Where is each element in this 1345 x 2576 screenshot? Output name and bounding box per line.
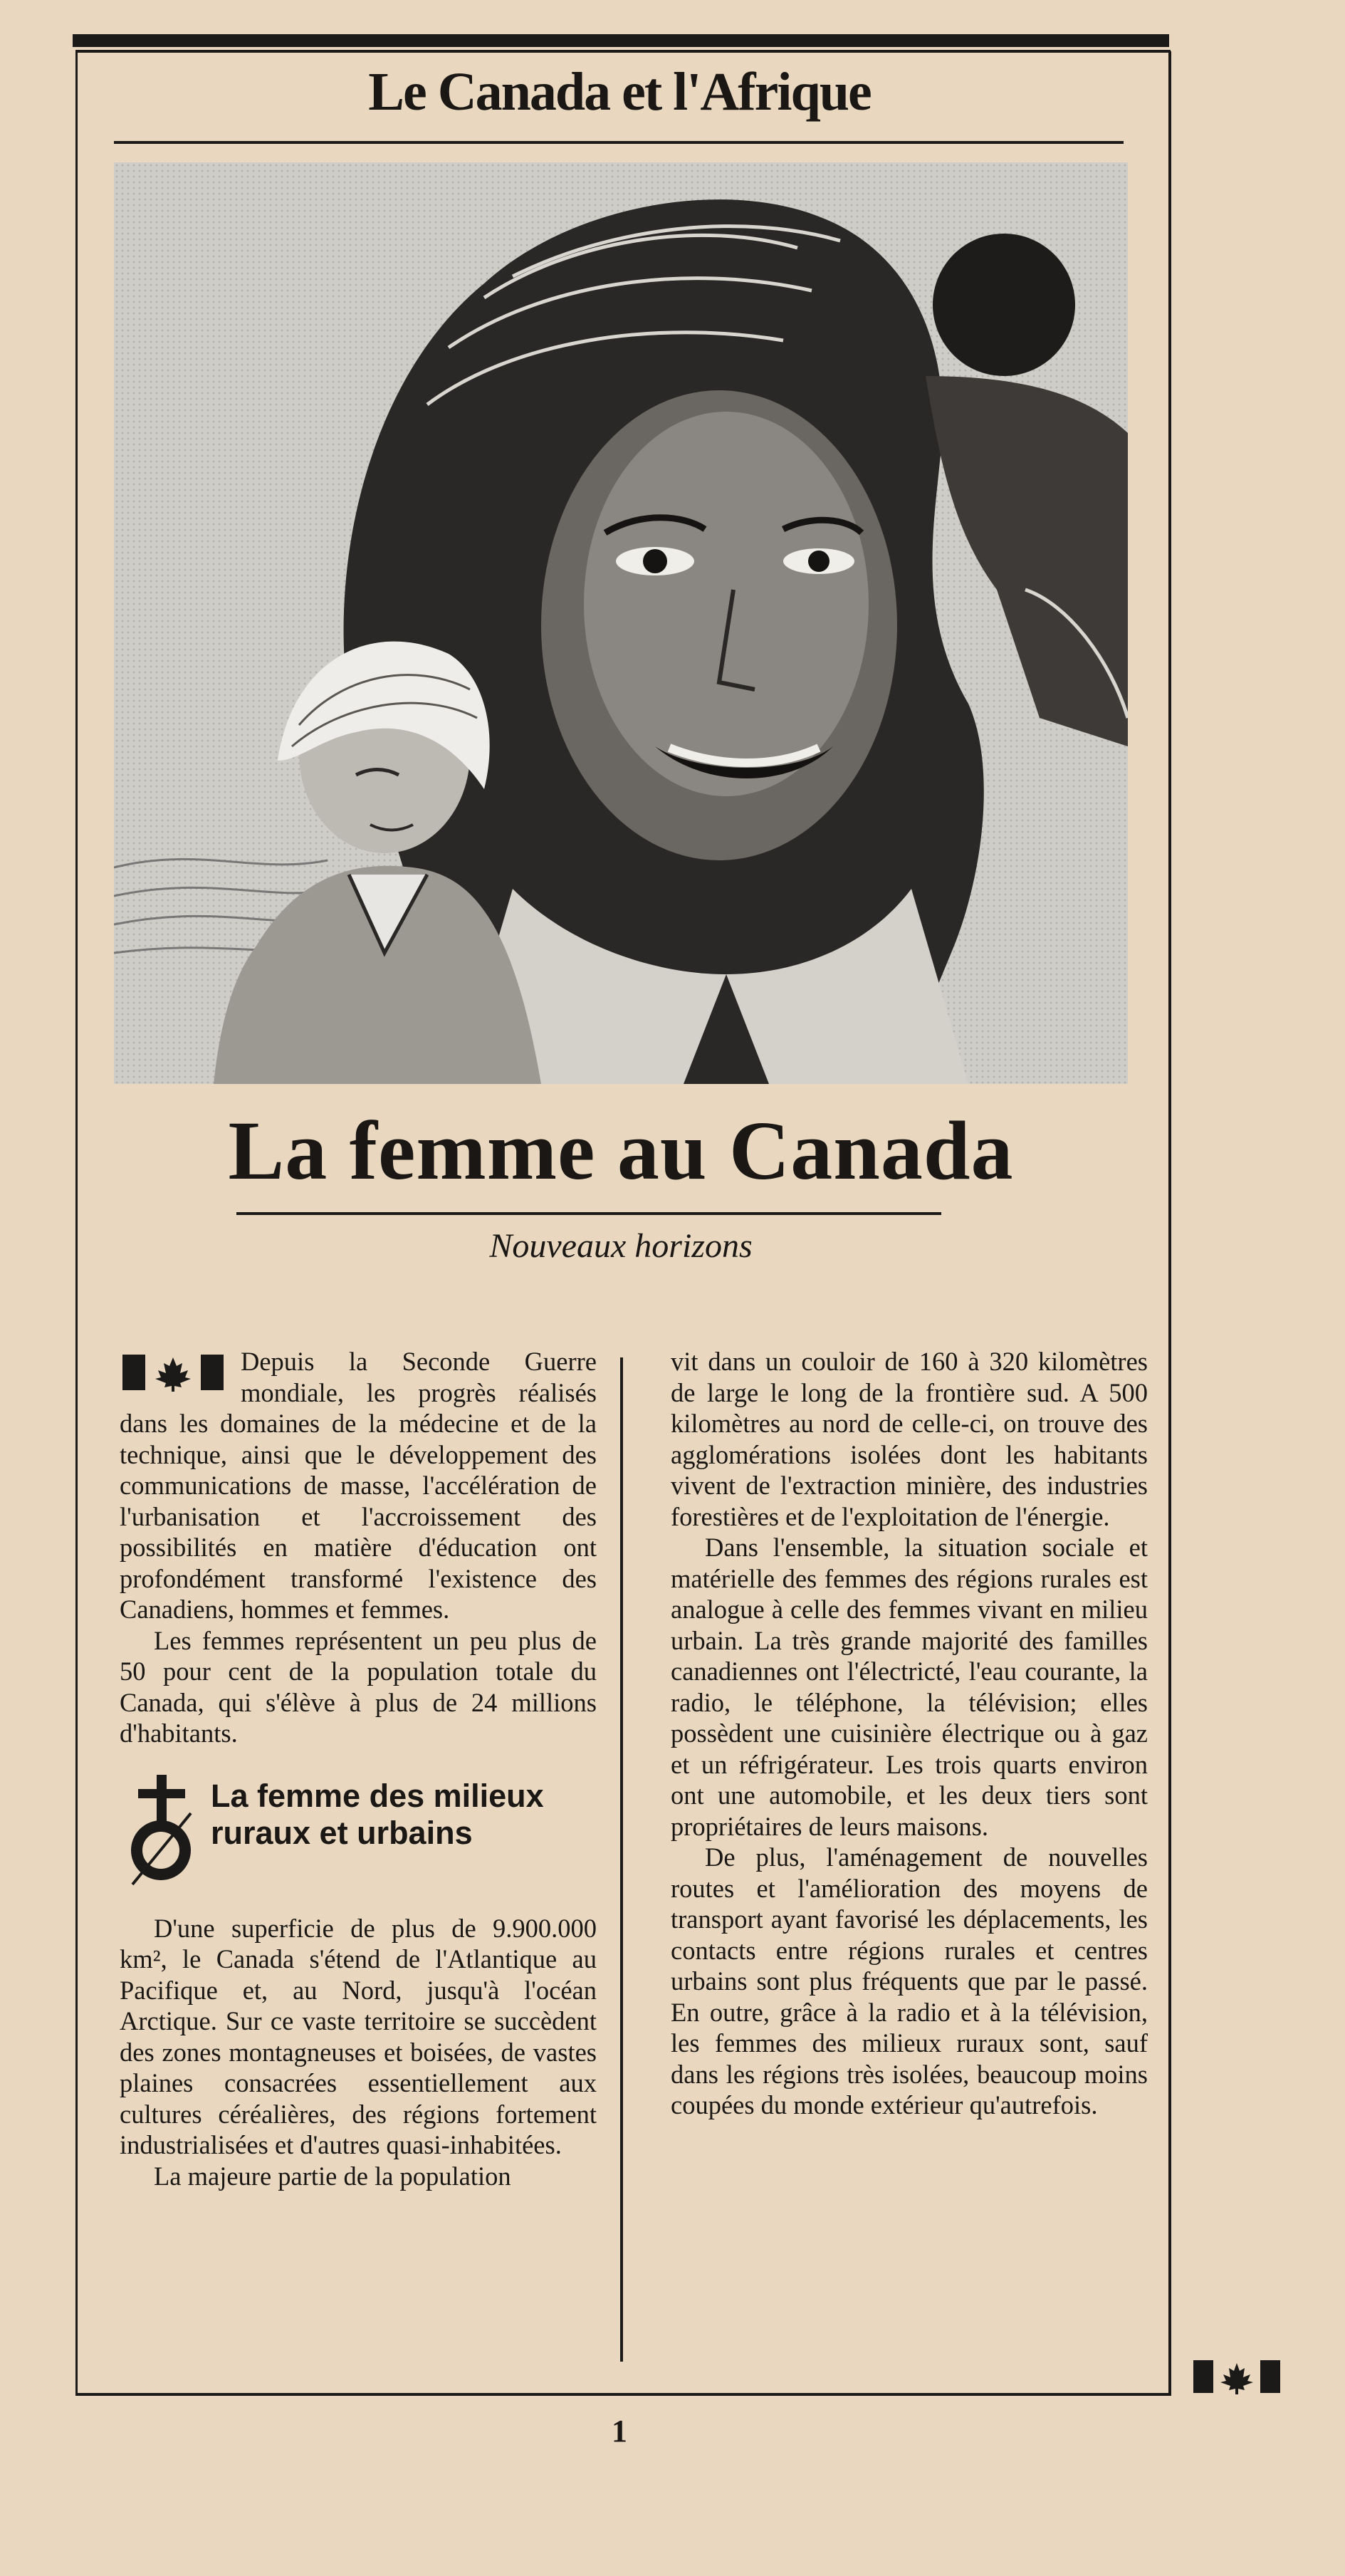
paragraph: Depuis la Seconde Guerre mondiale, les progrès réalisés dans les domaines de la médecine et de la technique, ainsi que le développement des communications de masse, l'accélération de l'urbanisation et l'accroissement des possibilités en matière d'éducation ont profondément transformé l'existence des Canadiens, hommes et femmes.: [120, 1347, 597, 1624]
paragraph: Les femmes représentent un peu plus de 50 pour cent de la population totale du Canada, qui s'élève à plus de 24 millions d'habitants.: [120, 1625, 597, 1748]
women-illustration: [114, 162, 1128, 1084]
section-heading: [120, 1771, 597, 1892]
paragraph: D'une superficie de plus de 9.900.000 km², le Canada s'étend de l'Atlantique au Pacifique et, au Nord, jusqu'à l'océan Arctique. Sur ce vaste territoire se succèdent des zones montagneuses et boisées, de vastes plaines consacrées essentiellement aux cultures céréalières, des régions fortement industrialisées et d'autres quasi-inhabitées.: [120, 1913, 597, 2159]
headline-rule: [236, 1212, 941, 1215]
column-right: [671, 1346, 1148, 2121]
title-rule: [114, 141, 1124, 144]
section-heading-text: La femme des milieux ruraux et urbains: [211, 1777, 544, 1851]
column-left: [120, 1346, 597, 2191]
paragraph: De plus, l'aménagement de nouvelles routes et l'amélioration des moyens de transport ayant favorisé les déplacements, les contacts entre régions rurales et centres urbains sont plus fréquents que par le passé. En outre, grâce à la radio et à la télévision, les femmes des milieux ruraux sont, sauf dans les régions très isolées, beaucoup moins coupées du monde extérieur qu'autrefois.: [671, 1842, 1148, 2119]
female-symbol-icon: [120, 1771, 205, 1892]
page-number: 1: [612, 2414, 627, 2449]
paragraph: Dans l'ensemble, la situation sociale et matérielle des femmes des régions rurales est analogue à celle des femmes vivant en milieu urbain. La très grande majorité des familles canadiennes ont l'électricté, l'eau courante, la radio, le téléphone, la télévision; elles possèdent une cuisinière électrique ou à gaz et un réfrigérateur. Les trois quarts environ ont une automobile, et les deux tiers sont propriétaires de leurs maisons.: [671, 1533, 1148, 1841]
article-subtitle: Nouveaux horizons: [489, 1227, 753, 1265]
series-title: Le Canada et l'Afrique: [368, 62, 871, 122]
canada-flag-icon: [1190, 2357, 1283, 2396]
column-divider: [620, 1357, 623, 2362]
canada-flag-icon: [120, 1350, 226, 1393]
illustration: [114, 162, 1128, 1084]
article-headline: La femme au Canada: [228, 1104, 1014, 1197]
top-bar: [73, 34, 1169, 47]
paragraph: La majeure partie de la population: [154, 2161, 511, 2191]
paragraph: vit dans un couloir de 160 à 320 kilomètres de large le long de la frontière sud. A 500 kilomètres au nord de celle-ci, on trouve des agglomérations isolées dont les habitants vivent de l'extraction minière, des industries forestières et de l'exploitation de l'énergie.: [671, 1347, 1148, 1531]
